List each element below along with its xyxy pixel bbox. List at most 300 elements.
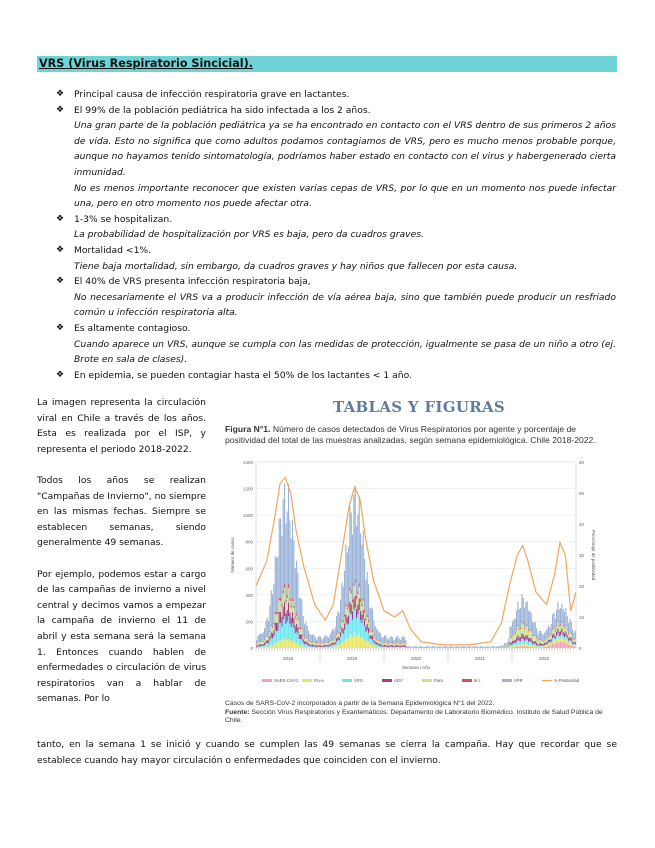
bar-segment [384,645,385,647]
bar-segment [517,635,518,639]
bar-segment [515,633,516,634]
bar-segment [388,646,389,647]
bar-segment [331,647,332,648]
bar-segment [545,639,546,640]
bar-segment [333,645,334,647]
bar-segment [536,639,537,643]
bar-segment [265,646,266,648]
bar-segment [563,609,564,625]
bar-segment [553,613,554,628]
bar-segment [557,633,558,637]
bar-segment [328,645,329,646]
bar-segment [377,640,378,643]
bar-segment [557,629,558,633]
bar-segment [285,523,286,599]
bar-segment [561,621,562,622]
bar-segment [389,647,390,648]
bar-segment [541,640,542,641]
bar-segment [523,598,524,623]
bar-segment [523,634,524,639]
bar-segment [325,647,326,648]
bar-segment [537,646,538,647]
bar-segment [307,645,308,647]
bar-segment [389,645,390,647]
bar-segment [371,608,372,631]
bar-segment [528,645,529,647]
bar-segment [379,640,380,641]
bar-segment [568,634,569,635]
bar-segment [512,647,513,648]
bar-segment [525,644,526,646]
bar-segment [525,635,526,639]
bar-segment [269,632,270,637]
bar-segment [537,647,538,648]
bar-segment [552,638,553,641]
bar-segment [333,640,334,641]
bar-segment [500,646,501,647]
bar-segment [283,593,284,606]
bar-segment [495,647,496,648]
y-tick-label: 400 [245,592,253,598]
bar-segment [548,644,549,646]
bar-segment [373,646,374,648]
bar-segment [536,647,537,648]
bar-segment [339,645,340,648]
bar-segment [339,632,340,633]
bar-segment [552,635,553,639]
bar-segment [527,646,528,648]
bar-segment [261,642,262,644]
bar-segment [396,645,397,647]
bar-segment [520,629,521,637]
bar-segment [363,637,364,648]
bar-segment [509,638,510,642]
bar-segment [547,645,548,646]
bar-segment [341,583,342,620]
bar-segment [340,644,341,648]
bar-segment [391,645,392,647]
bar-segment [515,646,516,647]
x-year-label: 2021 [474,656,486,661]
bar-segment [329,644,330,646]
legend-swatch [382,679,392,682]
bar-segment [279,623,280,640]
bar-segment [351,635,352,648]
bar-segment [267,643,268,646]
bar-segment [313,642,314,644]
bar-segment [324,643,325,645]
bar-segment [540,643,541,645]
bar-segment [561,623,562,629]
bar-segment [527,601,528,625]
bar-segment [283,619,284,639]
bar-segment [543,646,544,647]
bar-segment [572,629,573,637]
bar-segment [296,624,297,632]
bar-segment [399,644,400,646]
bar-segment [559,609,560,625]
bar-segment [559,636,560,639]
bar-segment [341,642,342,648]
bar-segment [563,632,564,636]
bar-segment [544,647,545,648]
bar-segment [297,644,298,648]
bar-segment [511,638,512,642]
bar-segment [360,637,361,648]
bar-segment [305,641,306,644]
bar-segment [533,644,534,646]
bar-segment [347,553,348,608]
bar-segment [355,596,356,608]
bar-segment [572,641,573,643]
bar-segment [261,633,262,641]
bar-segment [519,630,520,638]
bar-segment [272,633,273,638]
diamond-bullet-icon: ❖ [56,213,65,224]
bar-segment [269,646,270,648]
bar-segment [521,622,522,633]
bar-segment [272,628,273,634]
bar-segment [355,579,356,583]
bar-segment [323,646,324,647]
bar-segment [341,633,342,642]
bar-segment [565,631,566,635]
bar-segment [569,637,570,640]
bar-segment [265,637,266,641]
section-title-bar [37,56,617,72]
bar-segment [548,640,549,642]
bar-segment [385,642,386,643]
bar-segment [401,645,402,647]
bar-segment [567,630,568,634]
bar-segment [444,646,445,647]
bar-segment [575,639,576,642]
bar-segment [573,640,574,642]
bar-segment [360,602,361,612]
bar-segment [537,634,538,641]
bar-segment [513,634,514,640]
paragraph: La imagen representa la circulación viral en Chile a través de los años. Esta es realizada por el ISP, y representa el periodo 2018-2022. [37,397,206,455]
bar-segment [520,641,521,645]
bar-segment [315,647,316,648]
bar-segment [355,486,356,579]
bar-segment [531,638,532,641]
bar-segment [315,643,316,645]
bar-segment [387,638,388,643]
bullet-item [56,87,616,103]
bar-segment [533,641,534,644]
bar-segment [257,643,258,645]
bar-segment [263,641,264,643]
bar-segment [325,645,326,647]
bar-segment [296,561,297,614]
bar-segment [529,638,530,642]
bar-segment [301,635,302,640]
bar-segment [295,618,296,626]
bar-segment [277,614,278,623]
bar-segment [527,640,528,644]
bar-segment [569,632,570,633]
bar-segment [289,601,290,613]
legend-label: VRS [354,678,363,683]
bar-segment [573,645,574,646]
bar-segment [327,643,328,645]
bar-segment [372,632,373,636]
bar-segment [383,643,384,644]
bar-segment [569,645,570,648]
bar-segment [301,645,302,648]
bar-segment [544,640,545,641]
bar-segment [536,638,537,639]
bar-segment [379,644,380,646]
bar-segment [459,647,460,648]
bar-segment [559,625,560,626]
bar-segment [312,642,313,644]
bar-segment [263,644,264,646]
bar-segment [513,647,514,648]
bar-segment [289,640,290,648]
bar-segment [525,626,526,635]
bar-segment [327,645,328,647]
bar-segment [521,638,522,643]
bar-segment [527,624,528,625]
bar-segment [344,615,345,617]
legend-swatch [342,679,352,682]
bar-segment [351,604,352,614]
bar-segment [297,627,298,634]
bar-segment [547,641,548,643]
bar-segment [507,646,508,647]
bar-segment [416,646,417,647]
bar-segment [477,647,478,648]
bar-segment [381,638,382,643]
bar-segment [543,641,544,642]
bar-segment [296,643,297,648]
bar-segment [548,642,549,644]
bar-segment [404,643,405,644]
bar-segment [524,629,525,637]
bar-segment [296,616,297,624]
bar-segment [539,645,540,646]
bar-segment [340,633,341,637]
bar-segment [364,626,365,639]
bar-segment [520,644,521,646]
bar-segment [527,626,528,635]
bar-segment [483,647,484,648]
y2-tick-label: 10 [579,615,585,620]
bar-segment [491,646,492,647]
bar-segment [304,639,305,642]
bar-segment [296,632,297,643]
bar-segment [275,556,276,612]
bar-segment [327,647,328,648]
bar-segment [368,584,369,620]
bar-segment [473,646,474,647]
bar-segment [325,647,326,648]
bar-segment [339,613,340,633]
bar-segment [301,600,302,629]
bar-segment [523,624,524,634]
bar-segment [329,646,330,647]
bar-segment [331,632,332,641]
bar-segment [280,598,281,601]
bar-segment [328,647,329,648]
bar-segment [323,647,324,648]
bar-segment [401,643,402,645]
bar-segment [471,647,472,648]
bar-segment [548,636,549,640]
bar-segment [305,622,306,637]
bar-segment [381,647,382,648]
figure-source-label: Fuente: [225,708,250,716]
bar-segment [279,640,280,648]
bar-segment [357,591,358,594]
bar-segment [329,642,330,644]
bar-segment [432,646,433,647]
bar-segment [307,647,308,648]
bar-segment [288,602,289,616]
bar-segment [348,616,349,624]
bar-segment [299,639,300,645]
diamond-bullet-icon: ❖ [56,322,65,333]
bar-segment [383,647,384,648]
bar-segment [485,646,486,647]
bar-segment [285,602,286,613]
bar-segment [264,643,265,645]
bar-segment [396,647,397,648]
bar-segment [532,635,533,636]
bar-segment [273,584,274,622]
bar-segment [563,625,564,626]
bar-segment [535,635,536,636]
bar-segment [505,647,506,648]
bar-segment [281,604,282,607]
bar-segment [308,647,309,648]
bar-segment [368,620,369,622]
bar-segment [284,616,285,638]
bar-segment [309,647,310,648]
bar-segment [276,643,277,648]
bar-segment [335,627,336,638]
bar-segment [575,647,576,648]
bar-segment [555,639,556,642]
bar-segment [443,647,444,648]
bullet-main: Es altamente contagioso. [74,322,191,334]
legend-swatch [462,679,472,682]
bar-segment [564,637,565,640]
bar-segment [312,646,313,647]
bar-segment [536,645,537,646]
bar-segment [519,628,520,629]
bar-segment [492,646,493,647]
bar-segment [544,646,545,647]
figure [222,394,616,734]
bar-segment [517,602,518,625]
bar-segment [279,600,280,612]
y2-axis-label: Porcentaje de positividad [591,529,596,581]
bar-segment [276,631,277,643]
bar-segment [532,636,533,641]
bar-segment [275,623,276,631]
bar-segment [293,608,294,618]
bar-segment [316,646,317,647]
bar-segment [404,647,405,648]
bar-segment [379,647,380,648]
bar-segment [531,631,532,638]
bar-segment [299,598,300,628]
y2-tick-label: 40 [579,522,585,527]
bar-segment [568,645,569,648]
respiratory-virus-chart [222,454,616,696]
bar-segment [257,647,258,648]
bar-segment [295,616,296,618]
bar-segment [303,646,304,648]
bar-segment [313,647,314,648]
bar-segment [448,647,449,648]
figure-caption-label: Figura N°1. [225,424,271,434]
bar-segment [512,635,513,636]
bar-segment [340,627,341,628]
bar-segment [573,646,574,648]
bar-segment [284,584,285,588]
bar-segment [303,636,304,640]
bar-segment [319,636,320,642]
bar-segment [319,642,320,644]
bar-segment [353,586,354,598]
bar-segment [260,634,261,642]
bar-segment [481,646,482,647]
bar-segment [352,602,353,611]
bar-segment [547,647,548,648]
bar-segment [337,633,338,637]
bar-segment [545,647,546,648]
bar-segment [456,646,457,647]
bar-segment [557,621,558,622]
bar-segment [551,645,552,648]
bar-segment [517,640,518,644]
bar-segment [347,607,348,609]
diamond-bullet-icon: ❖ [56,276,65,287]
bar-segment [307,626,308,638]
bar-segment [528,631,529,638]
bullet-item [56,368,616,384]
bar-segment [397,647,398,648]
bar-segment [312,635,313,642]
bar-segment [305,644,306,647]
bar-segment [281,627,282,642]
bar-segment [557,637,558,641]
bar-segment [575,638,576,639]
bar-segment [268,637,269,638]
bar-segment [297,618,298,620]
bar-segment [517,625,518,626]
bar-segment [393,644,394,646]
bar-segment [361,606,362,615]
bar-segment [384,642,385,643]
bar-segment [392,647,393,648]
bar-segment [435,647,436,648]
bar-segment [523,639,524,643]
bar-segment [324,647,325,648]
bar-segment [528,638,529,642]
bar-segment [367,615,368,617]
bar-segment [283,499,284,590]
bar-segment [543,647,544,648]
bar-segment [292,623,293,640]
bar-segment [396,642,397,643]
bar-segment [548,646,549,648]
bar-segment [371,635,372,639]
